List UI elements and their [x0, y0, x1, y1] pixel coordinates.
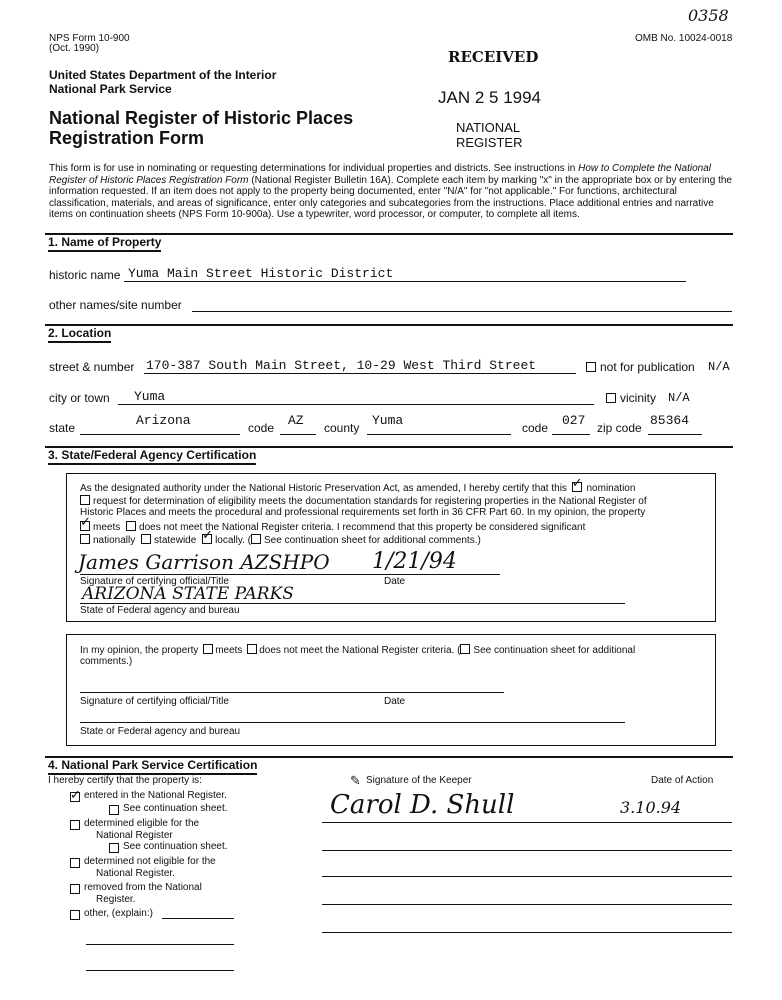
- signature2-line[interactable]: [80, 692, 504, 693]
- other-checkbox[interactable]: [70, 910, 80, 920]
- section-1-title: 1. Name of Property: [48, 235, 161, 249]
- eligible-label-2: National Register: [96, 830, 173, 841]
- eligible-continuation-checkbox[interactable]: [109, 843, 119, 853]
- keeper-line-3[interactable]: [322, 876, 732, 877]
- agency-handwritten: ARIZONA STATE PARKS: [82, 584, 294, 604]
- signature2-label: Signature of certifying official/Title: [80, 696, 229, 707]
- agency2-line[interactable]: [80, 722, 625, 723]
- meets-checkbox[interactable]: [80, 521, 90, 531]
- date-label: Date: [384, 576, 406, 587]
- nomination-checkbox[interactable]: [572, 482, 582, 492]
- code-value[interactable]: AZ: [288, 413, 304, 428]
- opinion-line-1: In my opinion, the property meets does not meet the National Register criteria. ( See continuation sheet for additional: [80, 645, 636, 656]
- agency-label: State of Federal agency and bureau: [80, 605, 240, 616]
- date-action-label: Date of Action: [651, 775, 714, 786]
- entered-continuation-checkbox[interactable]: [109, 805, 119, 815]
- other-line-3[interactable]: [86, 970, 234, 971]
- agency-line: [80, 603, 625, 604]
- service: National Park Service: [49, 82, 172, 96]
- other-label: other, (explain:): [84, 908, 153, 919]
- page-title: National Register of Historic Places: [49, 108, 354, 128]
- code2-value[interactable]: 027: [562, 413, 586, 428]
- code-line: [280, 434, 316, 435]
- opinion-continuation-checkbox[interactable]: [460, 644, 470, 654]
- other-names-field[interactable]: [192, 311, 732, 312]
- removed-label-2: Register.: [96, 894, 136, 905]
- received-stamp: RECEIVED: [448, 48, 539, 66]
- not-eligible-checkbox[interactable]: [70, 858, 80, 868]
- county-value[interactable]: Yuma: [372, 413, 404, 428]
- not-eligible-label-1: determined not eligible for the: [84, 856, 216, 867]
- entered-continuation-label: See continuation sheet.: [123, 803, 228, 814]
- eligible-continuation-label: See continuation sheet.: [123, 841, 228, 852]
- pen-icon: ✎: [350, 773, 361, 788]
- vicinity-value: N/A: [668, 391, 690, 405]
- city-line: [118, 404, 594, 405]
- code2-line: [552, 434, 590, 435]
- street-label: street & number: [49, 360, 135, 374]
- agency2-label: State or Federal agency and bureau: [80, 726, 241, 737]
- keeper-line-4[interactable]: [322, 904, 732, 905]
- other-line-2[interactable]: [86, 944, 234, 945]
- code-label: code: [248, 421, 275, 435]
- form-number: NPS Form 10-900: [49, 33, 130, 44]
- entered-label: entered in the National Register.: [84, 790, 227, 801]
- register-stamp-line1: NATIONAL: [456, 120, 521, 135]
- instructions: This form is for use in nominating or requesting determinations for individual properties and districts. See instructions in How to Complete the National Register of Historic Places Registration Form (National Register Bulletin 16A). Complete each item by marking "x" in the appropriate box or by entering the information requested. If an item does not apply to the property being documented, enter "N/A" for "not applicable." For functions, architectural classification, materials, and areas of significance, enter only categories and subcategories from the instructions. Place additional entries and narrative items on continuation sheets (NPS Form 10-900a). Use a typewriter, word processor, or computer, to complete all items.: [49, 163, 732, 220]
- cert-line-5: nationally statewide ✓ locally. ( See continuation sheet for additional comments.): [80, 533, 481, 547]
- opinion-line-2: comments.): [80, 656, 133, 667]
- opinion-meets-checkbox[interactable]: [203, 644, 213, 654]
- city-label: city or town: [49, 391, 110, 405]
- vicinity-checkbox[interactable]: [606, 393, 616, 403]
- county-line: [367, 434, 511, 435]
- historic-name-label: historic name: [49, 268, 121, 282]
- state-label: state: [49, 421, 76, 435]
- register-stamp-line2: REGISTER: [456, 135, 523, 150]
- not-for-publication-value: N/A: [708, 360, 730, 374]
- section-4-title: 4. National Park Service Certification: [48, 758, 257, 772]
- city-value[interactable]: Yuma: [134, 389, 166, 404]
- section-divider: [45, 324, 733, 326]
- zip-label: zip code: [597, 421, 642, 435]
- keeper-signature: Carol D. Shull: [330, 790, 515, 820]
- date2-label: Date: [384, 696, 406, 707]
- state-value[interactable]: Arizona: [136, 413, 191, 428]
- keeper-line-2[interactable]: [322, 850, 732, 851]
- request-checkbox[interactable]: [80, 495, 90, 505]
- cert-line-1: As the designated authority under the National Historic Preservation Act, as amended, I hereby certify that this ✓ nomination: [80, 481, 635, 495]
- cert-line-2: request for determination of eligibility meets the documentation standards for registering properties in the National Register of: [80, 494, 647, 508]
- see-continuation-checkbox[interactable]: [251, 534, 261, 544]
- keeper-line-5[interactable]: [322, 932, 732, 933]
- received-date: JAN 2 5 1994: [438, 88, 542, 107]
- certifying-signature: James Garrison AZSHPO: [78, 550, 330, 574]
- nationally-checkbox[interactable]: [80, 534, 90, 544]
- not-for-publication-label: not for publication: [600, 360, 695, 374]
- historic-name-value[interactable]: Yuma Main Street Historic District: [128, 266, 394, 281]
- zip-value[interactable]: 85364: [650, 413, 690, 428]
- section-3-title: 3. State/Federal Agency Certification: [48, 448, 256, 462]
- page-subtitle: Registration Form: [49, 128, 205, 148]
- code2-label: code: [522, 421, 549, 435]
- does-not-meet-checkbox[interactable]: [126, 521, 136, 531]
- other-names-label: other names/site number: [49, 298, 182, 312]
- cert-line-4: ✓meets does not meet the National Register criteria. I recommend that this property be considered significant: [80, 520, 585, 534]
- department: United States Department of the Interior: [49, 68, 277, 82]
- opinion-not-meet-checkbox[interactable]: [247, 644, 257, 654]
- county-label: county: [324, 421, 360, 435]
- entered-checkbox[interactable]: [70, 792, 80, 802]
- not-eligible-label-2: National Register.: [96, 868, 175, 879]
- certify-label: I hereby certify that the property is:: [48, 775, 202, 786]
- state-line: [80, 434, 240, 435]
- certifying-date: 1/21/94: [372, 549, 457, 574]
- form-date: (Oct. 1990): [49, 43, 100, 54]
- street-value[interactable]: 170-387 South Main Street, 10-29 West Third Street: [146, 358, 537, 373]
- not-for-publication-checkbox[interactable]: [586, 362, 596, 372]
- historic-name-line: [124, 281, 686, 282]
- statewide-checkbox[interactable]: [141, 534, 151, 544]
- eligible-checkbox[interactable]: [70, 820, 80, 830]
- omb-number: OMB No. 10024-0018: [635, 33, 733, 44]
- keeper-line-1: [322, 822, 732, 823]
- zip-line: [648, 434, 702, 435]
- removed-checkbox[interactable]: [70, 884, 80, 894]
- handwritten-number: 0358: [688, 6, 729, 25]
- signature-line: [80, 574, 500, 575]
- keeper-label: Signature of the Keeper: [366, 775, 472, 786]
- street-line: [144, 373, 576, 374]
- locally-checkbox[interactable]: [202, 534, 212, 544]
- other-explain-line[interactable]: [162, 918, 234, 919]
- removed-label-1: removed from the National: [84, 882, 202, 893]
- section-2-title: 2. Location: [48, 326, 111, 340]
- vicinity-label: vicinity: [620, 391, 657, 405]
- cert-line-3: Historic Places and meets the procedural and professional requirements set forth in 36 CFR Part 60. In my opinion, the property: [80, 507, 646, 518]
- action-date: 3.10.94: [620, 798, 682, 817]
- signature-label: Signature of certifying official/Title: [80, 576, 229, 587]
- eligible-label-1: determined eligible for the: [84, 818, 200, 829]
